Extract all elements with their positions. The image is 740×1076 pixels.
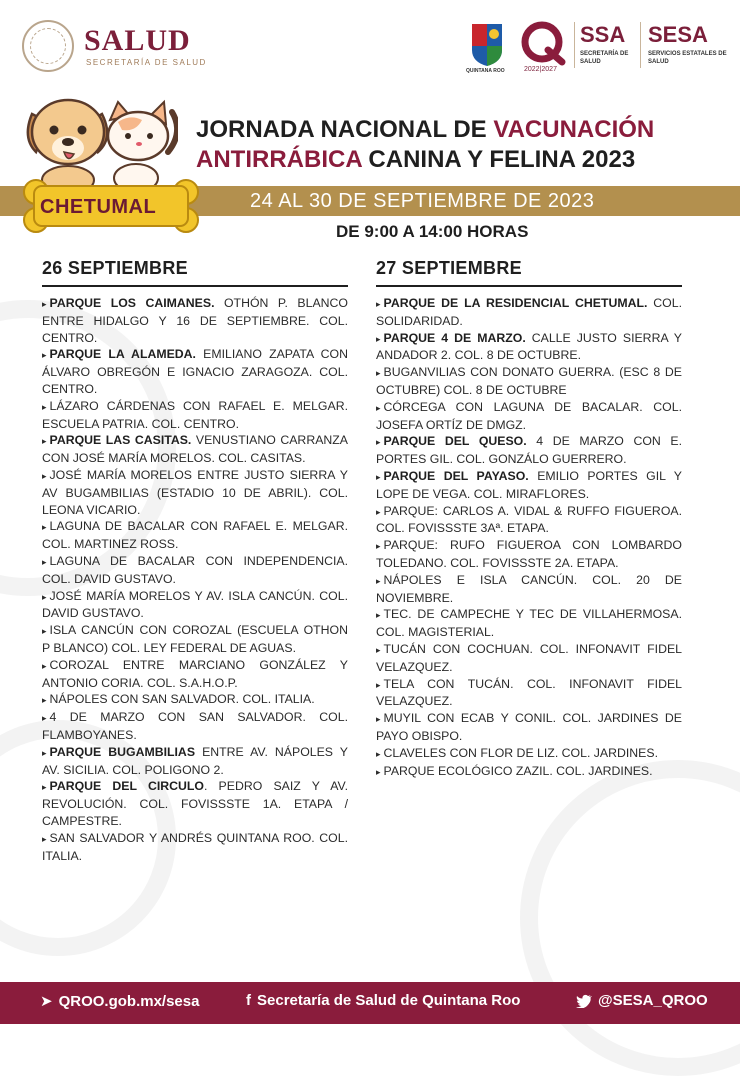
location-address: TUCÁN CON COCHUAN. COL. INFONAVIT FIDEL VELAZQUEZ. bbox=[376, 641, 682, 674]
location-name: PARQUE DEL PAYASO. bbox=[383, 468, 529, 483]
location-address: NÁPOLES CON SAN SALVADOR. COL. ITALIA. bbox=[49, 692, 315, 707]
cursor-icon: ➤ bbox=[40, 993, 53, 1010]
bullet-icon: ▸ bbox=[42, 299, 47, 309]
bullet-icon: ▸ bbox=[42, 660, 47, 671]
column-heading: 27 SEPTIEMBRE bbox=[376, 258, 682, 287]
location-item bbox=[42, 622, 348, 657]
national-seal-icon bbox=[22, 20, 74, 72]
header bbox=[0, 0, 740, 90]
twitter-icon bbox=[576, 994, 592, 1008]
location-item bbox=[376, 606, 682, 641]
background-decoration bbox=[520, 760, 740, 1076]
bullet-icon: ▸ bbox=[376, 610, 381, 621]
location-address: SAN SALVADOR Y ANDRÉS QUINTANA ROO. COL. ITALIA. bbox=[42, 830, 348, 863]
title-line1-part2: VACUNACIÓN bbox=[493, 116, 655, 143]
bullet-icon: ▸ bbox=[42, 782, 47, 793]
location-name: PARQUE BUGAMBILIAS bbox=[49, 744, 196, 759]
location-item bbox=[42, 588, 348, 623]
divider bbox=[574, 22, 575, 68]
bullet-icon: ▸ bbox=[376, 299, 381, 309]
bullet-icon: ▸ bbox=[376, 437, 381, 448]
bullet-icon: ▸ bbox=[42, 556, 47, 567]
bullet-icon: ▸ bbox=[376, 766, 381, 777]
location-item bbox=[42, 657, 348, 692]
bullet-icon: ▸ bbox=[42, 747, 47, 758]
location-address: EMILIO PORTES GIL Y LOPE DE VEGA. COL. MIRAFLORES. bbox=[376, 468, 682, 501]
location-item bbox=[376, 641, 682, 676]
location-address: TELA CON TUCÁN. COL. INFONAVIT FIDEL VELAZQUEZ. bbox=[376, 676, 682, 709]
location-item bbox=[42, 553, 348, 588]
location-address: CÓRCEGA CON LAGUNA DE BACALAR. COL. JOSEFA ORTÍZ DE DMGZ. bbox=[376, 399, 682, 432]
location-address: PARQUE ECOLÓGICO ZAZIL. COL. JARDINES. bbox=[383, 763, 653, 778]
facebook-icon: f bbox=[246, 992, 251, 1009]
schedule-column-27 bbox=[376, 258, 682, 780]
location-item bbox=[376, 364, 682, 399]
title-line2-part2: CANINA Y FELINA 2023 bbox=[361, 146, 636, 173]
twitter-link[interactable]: @SESA_QROO bbox=[598, 992, 708, 1009]
location-item bbox=[42, 432, 348, 467]
location-address: COROZAL ENTRE MARCIANO GONZÁLEZ Y ANTONIO CORIA. COL. S.A.H.O.P. bbox=[42, 657, 348, 690]
campaign-hours: DE 9:00 A 14:00 HORAS bbox=[336, 222, 529, 241]
bullet-icon: ▸ bbox=[42, 436, 47, 447]
ssa-title: SSA bbox=[580, 22, 626, 47]
location-address: ENTRE AV. NÁPOLES Y AV. SICILIA. COL. POLIGONO 2. bbox=[42, 744, 349, 777]
bullet-icon: ▸ bbox=[376, 368, 381, 379]
location-address: COL. SOLIDARIDAD. bbox=[376, 296, 682, 328]
location-name: PARQUE LAS CASITAS. bbox=[49, 433, 192, 448]
bullet-icon: ▸ bbox=[376, 714, 381, 725]
location-item bbox=[42, 778, 348, 829]
quintana-roo-logo-icon bbox=[470, 22, 504, 68]
location-address: . PEDRO SAIZ Y AV. REVOLUCIÓN. COL. FOVISSSTE 1A. ETAPA / CAMPESTRE. bbox=[42, 779, 348, 828]
location-item bbox=[376, 433, 682, 468]
location-address: MUYIL CON ECAB Y CONIL. COL. JARDINES DE PAYO OBISPO. bbox=[376, 711, 682, 743]
location-item bbox=[376, 745, 682, 763]
location-address: 4 DE MARZO CON SAN SALVADOR. COL. FLAMBOYANES. bbox=[42, 710, 348, 742]
location-address: 4 DE MARZO CON E. PORTES GIL. COL. GONZÁLO GUERRERO. bbox=[376, 434, 683, 467]
location-address: ISLA CANCÚN CON COROZAL (ESCUELA OTHON P BLANCO) COL. LEY FEDERAL DE AGUAS. bbox=[42, 623, 348, 655]
footer-facebook[interactable] bbox=[246, 992, 520, 1009]
location-address: CLAVELES CON FLOR DE LIZ. COL. JARDINES. bbox=[383, 745, 659, 760]
campaign-title-line2 bbox=[196, 146, 635, 174]
location-item bbox=[376, 399, 682, 434]
title-line1-part1: JORNADA NACIONAL DE bbox=[196, 116, 494, 143]
location-item bbox=[376, 710, 682, 745]
location-list bbox=[42, 295, 348, 864]
location-item bbox=[42, 709, 348, 744]
brand-subtitle: SECRETARÍA DE SALUD bbox=[86, 58, 207, 67]
campaign-dates: 24 AL 30 DE SEPTIEMBRE DE 2023 bbox=[250, 190, 595, 212]
city-label: CHETUMAL bbox=[40, 196, 157, 218]
sesa-title: SESA bbox=[648, 22, 708, 47]
location-address: LAGUNA DE BACALAR CON INDEPENDENCIA. COL. DAVID GUSTAVO. bbox=[42, 553, 348, 586]
location-item bbox=[42, 467, 348, 518]
location-address: NÁPOLES E ISLA CANCÚN. COL. 20 DE NOVIEMBRE. bbox=[376, 572, 682, 605]
sesa-subtitle: SERVICIOS ESTATALES DE SALUD bbox=[648, 51, 727, 65]
bullet-icon: ▸ bbox=[376, 748, 381, 759]
q-logo-icon bbox=[518, 20, 568, 66]
location-item bbox=[376, 295, 682, 330]
location-item bbox=[42, 830, 348, 865]
website-link[interactable]: QROO.gob.mx/sesa bbox=[58, 992, 200, 1010]
bullet-icon: ▸ bbox=[376, 506, 381, 517]
campaign-title-line1 bbox=[196, 116, 654, 144]
footer-website[interactable] bbox=[40, 992, 199, 1010]
title-line2-part1: ANTIRRÁBICA bbox=[196, 146, 362, 173]
location-address: TEC. DE CAMPECHE Y TEC DE VILLAHERMOSA. COL. MAGISTERIAL. bbox=[376, 607, 682, 640]
location-name: PARQUE DE LA RESIDENCIAL CHETUMAL. bbox=[383, 296, 648, 310]
bullet-icon: ▸ bbox=[42, 591, 47, 602]
q-logo-label: 2022|2027 bbox=[524, 66, 557, 73]
footer-twitter[interactable] bbox=[576, 992, 708, 1009]
bullet-icon: ▸ bbox=[376, 575, 381, 586]
location-address: CALLE JUSTO SIERRA Y ANDADOR 2. COL. 8 DE OCTUBRE. bbox=[376, 330, 682, 363]
bullet-icon: ▸ bbox=[42, 626, 47, 637]
location-item bbox=[376, 468, 682, 503]
location-address: OTHÓN P. BLANCO ENTRE HIDALGO Y 16 DE SEPTIEMBRE. COL. CENTRO. bbox=[42, 296, 348, 345]
location-address: LAGUNA DE BACALAR CON RAFAEL E. MELGAR. COL. MARTINEZ ROSS. bbox=[42, 519, 348, 552]
bullet-icon: ▸ bbox=[376, 679, 381, 690]
bullet-icon: ▸ bbox=[42, 350, 47, 361]
location-item bbox=[376, 763, 682, 781]
bullet-icon: ▸ bbox=[42, 833, 47, 844]
ssa-subtitle: SECRETARÍA DE SALUD bbox=[580, 51, 629, 65]
location-item bbox=[376, 503, 682, 538]
location-item bbox=[376, 572, 682, 607]
bullet-icon: ▸ bbox=[376, 644, 381, 655]
location-name: PARQUE 4 DE MARZO. bbox=[383, 330, 526, 345]
location-name: PARQUE LA ALAMEDA. bbox=[49, 347, 196, 362]
location-address: JOSÉ MARÍA MORELOS Y AV. ISLA CANCÚN. COL. DAVID GUSTAVO. bbox=[42, 588, 348, 621]
bullet-icon: ▸ bbox=[42, 695, 47, 706]
brand-title: SALUD bbox=[84, 24, 191, 57]
location-address: JOSÉ MARÍA MORELOS ENTRE JUSTO SIERRA Y AV BUGAMBILIAS (ESTADIO 10 DE ABRIL). COL. LEONA VICARIO. bbox=[42, 467, 348, 517]
location-item bbox=[42, 518, 348, 553]
location-name: PARQUE DEL CIRCULO bbox=[49, 779, 204, 794]
column-heading: 26 SEPTIEMBRE bbox=[42, 258, 348, 287]
bullet-icon: ▸ bbox=[42, 470, 47, 481]
bullet-icon: ▸ bbox=[376, 333, 381, 344]
bullet-icon: ▸ bbox=[376, 541, 381, 552]
bullet-icon: ▸ bbox=[42, 401, 47, 412]
qroo-label: QUINTANA ROO bbox=[466, 68, 505, 74]
facebook-link[interactable]: Secretaría de Salud de Quintana Roo bbox=[257, 992, 521, 1009]
location-item bbox=[42, 744, 348, 779]
bullet-icon: ▸ bbox=[42, 713, 47, 724]
location-address: BUGANVILIAS CON DONATO GUERRA. (ESC 8 DE OCTUBRE) COL. 8 DE OCTUBRE bbox=[376, 365, 682, 397]
location-item bbox=[42, 346, 348, 397]
location-item bbox=[376, 676, 682, 711]
location-item bbox=[376, 537, 682, 572]
location-item bbox=[42, 295, 348, 346]
schedule-column-26 bbox=[42, 258, 348, 864]
location-item bbox=[42, 691, 348, 709]
location-address: VENUSTIANO CARRANZA CON JOSÉ MARÍA MORELOS. COL. CASITAS. bbox=[42, 433, 348, 466]
location-address: EMILIANO ZAPATA CON ÁLVARO OBREGÓN E IGNACIO ZARAGOZA. COL. CENTRO. bbox=[42, 347, 348, 396]
location-name: PARQUE DEL QUESO. bbox=[383, 434, 527, 449]
bullet-icon: ▸ bbox=[42, 522, 47, 533]
location-name: PARQUE LOS CAIMANES. bbox=[49, 296, 215, 310]
location-item bbox=[376, 330, 682, 365]
location-address: PARQUE: RUFO FIGUEROA CON LOMBARDO TOLEDANO. COL. FOVISSSTE 2A. ETAPA. bbox=[376, 538, 682, 570]
location-item bbox=[42, 398, 348, 433]
bullet-icon: ▸ bbox=[376, 402, 381, 413]
location-list bbox=[376, 295, 682, 780]
divider bbox=[640, 22, 641, 68]
location-address: LÁZARO CÁRDENAS CON RAFAEL E. MELGAR. ESCUELA PATRIA. COL. CENTRO. bbox=[42, 398, 348, 431]
bullet-icon: ▸ bbox=[376, 471, 381, 482]
location-address: PARQUE: CARLOS A. VIDAL & RUFFO FIGUEROA. COL. FOVISSSTE 3Aª. ETAPA. bbox=[376, 503, 682, 536]
